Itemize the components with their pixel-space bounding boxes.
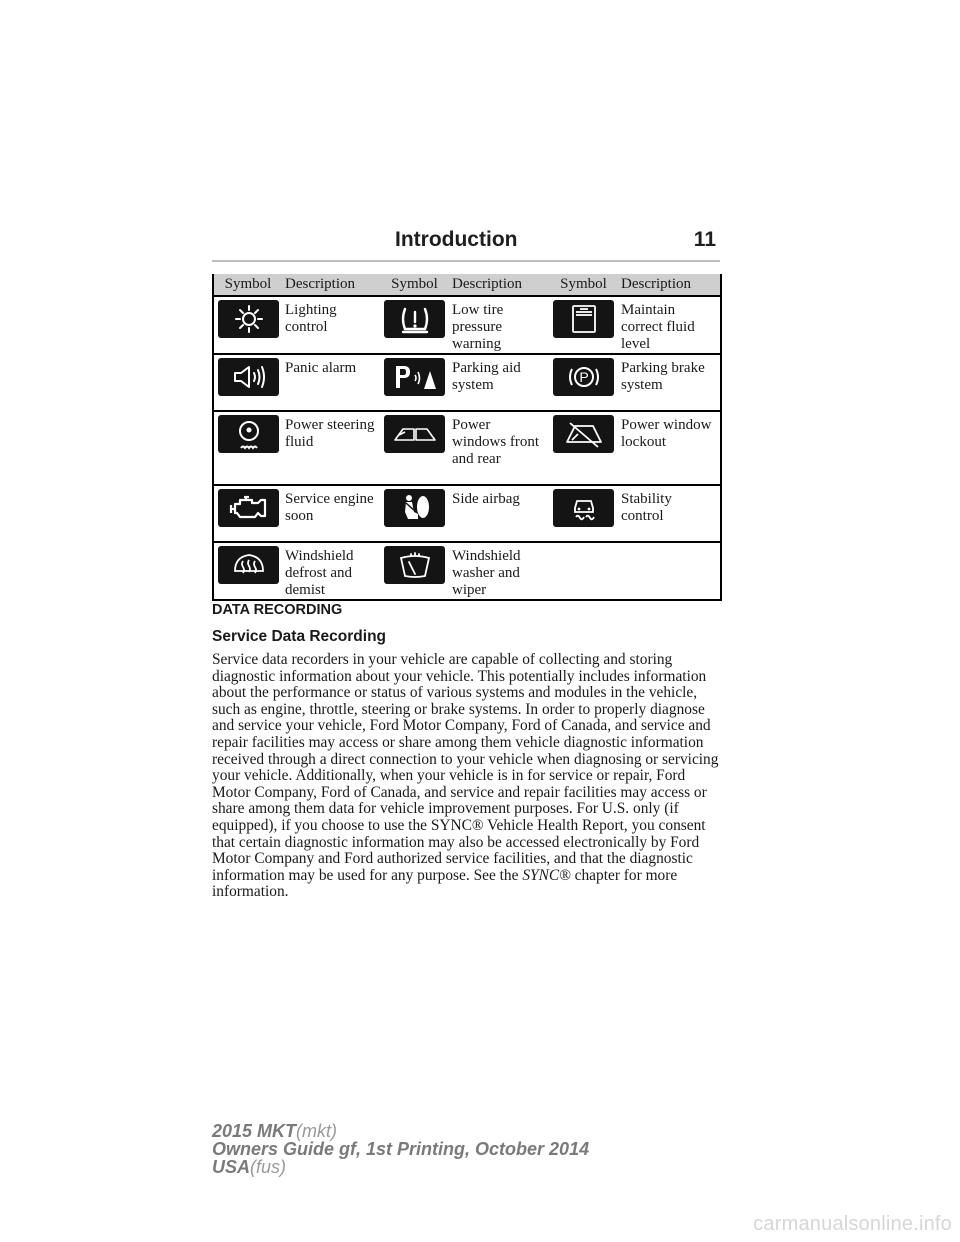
side-airbag-icon (384, 489, 445, 527)
symbol-description: Stability control (618, 485, 721, 542)
subsection-heading: Service Data Recording (212, 628, 387, 645)
symbol-description: Side airbag (449, 485, 549, 542)
windshield-defrost-icon (218, 546, 279, 584)
symbol-description: Low tire pressure warning (449, 296, 549, 354)
panic-alarm-icon (218, 358, 279, 396)
header-rule (212, 260, 720, 262)
column-header: Symbol (549, 274, 618, 296)
symbol-description: Maintain correct fluid level (618, 296, 721, 354)
washer-wiper-icon (384, 546, 445, 584)
power-steering-fluid-icon (218, 415, 279, 453)
fluid-level-icon (553, 300, 614, 338)
table-row (213, 354, 721, 411)
power-windows-icon (384, 415, 445, 453)
symbol-description: Parking brake system (618, 354, 721, 411)
symbol-description: Service engine soon (282, 485, 380, 542)
symbol-description: Windshield defrost and demist (282, 542, 380, 600)
engine-icon (218, 489, 279, 527)
symbol-description (618, 542, 721, 600)
parking-brake-icon (553, 358, 614, 396)
symbol-table (212, 274, 722, 601)
svg-text:P: P (578, 369, 589, 385)
page-title: Introduction (395, 228, 518, 251)
table-row (213, 542, 721, 600)
page-footer (212, 1122, 589, 1176)
symbol-description: Panic alarm (282, 354, 380, 411)
footer-line-2: Owners Guide gf, 1st Printing, October 2014 (212, 1139, 590, 1159)
cross-reference: SYNC® (522, 866, 571, 884)
symbol-description: Lighting control (282, 296, 380, 354)
body-paragraph: Service data recorders in your vehicle are capable of collecting and storing diagnostic information about your vehicle. This potentially includes information about the performance or status of various systems and modules in the vehicle, such as engine, throttle, steering or brake systems. In order to properly diagnose and service your vehicle, Ford Motor Company, Ford of Canada, and service and repair facilities may access or share among them vehicle diagnostic information received through a direct connection to your vehicle when diagnosing or servicing your vehicle. Additionally, when your vehicle is in for service or repair, Ford Motor Company, Ford of Canada, and service and repair facilities may access or share among them data for vehicle improvement purposes. For U.S. only (if equipped), if you choose to use the SYNC® Vehicle Health Report, you consent that certain diagnostic information may also be accessed electronically by Ford Motor Company and Ford authorized service facilities, and that the diagnostic information may be used for any purpose. See the SYNC® chapter for more information. (212, 651, 719, 901)
watermark: carmanualsonline.info (753, 1213, 952, 1235)
footer-line-3: USA(fus) (212, 1157, 287, 1177)
section-heading: DATA RECORDING (212, 602, 343, 618)
empty-symbol-cell (549, 542, 618, 600)
footer-line-1: 2015 MKT(mkt) (212, 1121, 338, 1141)
column-header: Symbol (213, 274, 282, 296)
table-row (213, 485, 721, 542)
symbol-description: Windshield washer and wiper (449, 542, 549, 600)
data-recording-section (212, 602, 724, 901)
window-lockout-icon (553, 415, 614, 453)
symbol-description: Power window lockout (618, 411, 721, 485)
column-header: Description (618, 274, 721, 296)
page-number: 11 (693, 228, 716, 251)
column-header: Symbol (380, 274, 449, 296)
symbol-description: Power steering fluid (282, 411, 380, 485)
column-header: Description (282, 274, 380, 296)
symbol-description: Power windows front and rear (449, 411, 549, 485)
parking-aid-icon (384, 358, 445, 396)
lighting-control-icon (218, 300, 279, 338)
table-row (213, 411, 721, 485)
symbol-description: Parking aid system (449, 354, 549, 411)
low-tire-pressure-icon (384, 300, 445, 338)
page-header (212, 228, 720, 258)
stability-control-icon (553, 489, 614, 527)
table-header-row (213, 274, 721, 296)
table-row (213, 296, 721, 354)
column-header: Description (449, 274, 549, 296)
